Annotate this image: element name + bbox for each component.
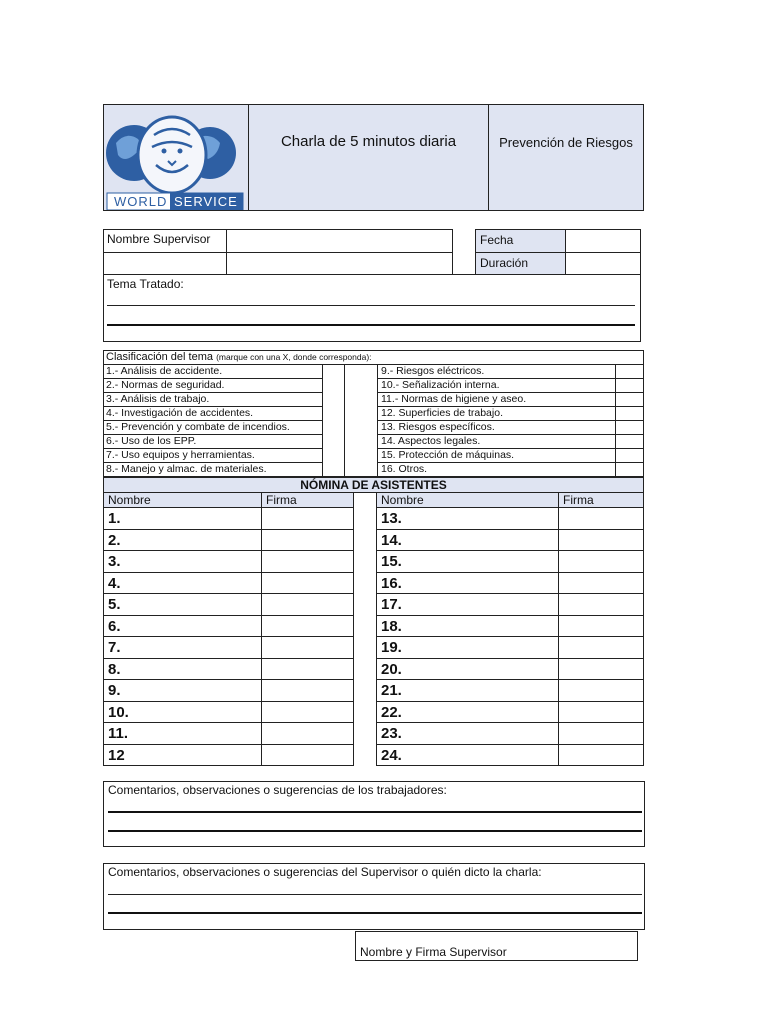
company-logo bbox=[104, 105, 249, 210]
classification-checkbox-left[interactable] bbox=[323, 421, 344, 434]
attendee-name-cell[interactable]: 8. bbox=[103, 658, 262, 680]
classification-item-right: 9.- Riesgos eléctricos. bbox=[381, 365, 485, 377]
classification-item-left: 5.- Prevención y combate de incendios. bbox=[106, 421, 290, 433]
supervisor-comments-box bbox=[103, 863, 645, 930]
date-field[interactable] bbox=[565, 229, 641, 253]
supervisor-comment-line-2[interactable] bbox=[108, 912, 642, 914]
supervisor-label: Nombre Supervisor bbox=[103, 229, 227, 253]
attendee-name-cell[interactable]: 2. bbox=[103, 529, 262, 551]
workers-comments-box bbox=[103, 781, 645, 847]
classification-checkbox-right[interactable] bbox=[616, 379, 643, 392]
supervisor-signature-box[interactable] bbox=[355, 931, 638, 961]
attendee-name-cell[interactable]: 17. bbox=[376, 593, 559, 616]
classification-title bbox=[106, 351, 372, 364]
attendee-name-cell[interactable]: 15. bbox=[376, 550, 559, 573]
classification-item-left: 6.- Uso de los EPP. bbox=[106, 435, 197, 447]
classification-checkbox-left[interactable] bbox=[323, 393, 344, 406]
attendee-signature-cell[interactable] bbox=[558, 593, 644, 616]
classification-item-right: 13. Riesgos específicos. bbox=[381, 421, 495, 433]
attendee-signature-cell[interactable] bbox=[558, 529, 644, 551]
attendee-name-cell[interactable]: 13. bbox=[376, 507, 559, 530]
name-header-left: Nombre bbox=[103, 492, 262, 508]
classification-checkbox-left[interactable] bbox=[323, 449, 344, 462]
attendee-signature-cell[interactable] bbox=[261, 550, 354, 573]
attendee-signature-cell[interactable] bbox=[558, 679, 644, 702]
classification-item-right: 16. Otros. bbox=[381, 463, 428, 475]
attendee-signature-cell[interactable] bbox=[261, 701, 354, 723]
classification-checkbox-right[interactable] bbox=[616, 463, 643, 476]
classification-item-left: 7.- Uso equipos y herramientas. bbox=[106, 449, 255, 461]
classification-item-left: 4.- Investigación de accidentes. bbox=[106, 407, 254, 419]
info-gap bbox=[453, 229, 475, 275]
attendee-name-cell[interactable]: 6. bbox=[103, 615, 262, 637]
classification-title-text: Clasificación del tema bbox=[106, 351, 213, 363]
classification-checkbox-left[interactable] bbox=[323, 463, 344, 476]
attendee-signature-cell[interactable] bbox=[558, 550, 644, 573]
classification-checkbox-right[interactable] bbox=[616, 407, 643, 420]
attendee-name-cell[interactable]: 23. bbox=[376, 722, 559, 745]
attendee-name-cell[interactable]: 12 bbox=[103, 744, 262, 766]
attendee-name-cell[interactable]: 4. bbox=[103, 572, 262, 594]
attendee-name-cell[interactable]: 16. bbox=[376, 572, 559, 594]
divider bbox=[344, 364, 345, 476]
classification-checkbox-left[interactable] bbox=[323, 435, 344, 448]
classification-item-left: 8.- Manejo y almac. de materiales. bbox=[106, 463, 267, 475]
attendee-name-cell[interactable]: 24. bbox=[376, 744, 559, 766]
classification-checkbox-right[interactable] bbox=[616, 449, 643, 462]
attendee-name-cell[interactable]: 18. bbox=[376, 615, 559, 637]
classification-item-left: 2.- Normas de seguridad. bbox=[106, 379, 225, 391]
attendee-signature-cell[interactable] bbox=[558, 572, 644, 594]
classification-item-right: 12. Superficies de trabajo. bbox=[381, 407, 503, 419]
attendee-name-cell[interactable]: 1. bbox=[103, 507, 262, 530]
attendee-signature-cell[interactable] bbox=[261, 722, 354, 745]
duration-field[interactable] bbox=[565, 252, 641, 275]
signature-label: Nombre y Firma Supervisor bbox=[360, 945, 507, 959]
workers-comments-label: Comentarios, observaciones o sugerencias de los trabajadores: bbox=[108, 783, 447, 797]
attendee-signature-cell[interactable] bbox=[558, 615, 644, 637]
attendee-signature-cell[interactable] bbox=[261, 658, 354, 680]
attendee-signature-cell[interactable] bbox=[261, 615, 354, 637]
classification-checkbox-right[interactable] bbox=[616, 365, 643, 378]
attendee-signature-cell[interactable] bbox=[261, 507, 354, 530]
date-label: Fecha bbox=[475, 229, 566, 253]
attendee-signature-cell[interactable] bbox=[261, 744, 354, 766]
attendee-name-cell[interactable]: 22. bbox=[376, 701, 559, 723]
supervisor-comments-label: Comentarios, observaciones o sugerencias del Supervisor o quién dicto la charla: bbox=[108, 865, 542, 879]
form-title: Charla de 5 minutos diaria bbox=[249, 105, 489, 210]
signature-header-left: Firma bbox=[261, 492, 354, 508]
classification-checkbox-left[interactable] bbox=[323, 407, 344, 420]
classification-box bbox=[103, 350, 644, 477]
workers-comment-line-2[interactable] bbox=[108, 830, 642, 832]
department-title: Prevención de Riesgos bbox=[499, 135, 633, 150]
workers-comment-line-1[interactable] bbox=[108, 811, 642, 813]
classification-checkbox-right[interactable] bbox=[616, 393, 643, 406]
attendee-signature-cell[interactable] bbox=[558, 701, 644, 723]
classification-item-right: 11.- Normas de higiene y aseo. bbox=[381, 393, 527, 405]
attendee-name-cell[interactable]: 9. bbox=[103, 679, 262, 702]
attendee-signature-cell[interactable] bbox=[261, 572, 354, 594]
classification-item-right: 15. Protección de máquinas. bbox=[381, 449, 515, 461]
classification-checkbox-left[interactable] bbox=[323, 379, 344, 392]
topic-line-2[interactable] bbox=[107, 324, 635, 326]
attendee-name-cell[interactable]: 14. bbox=[376, 529, 559, 551]
supervisor-field[interactable] bbox=[226, 229, 453, 253]
duration-label: Duración bbox=[475, 252, 566, 275]
supervisor-field-2[interactable] bbox=[226, 252, 453, 275]
name-header-right: Nombre bbox=[376, 492, 559, 508]
logo-text-world: WORLD bbox=[114, 194, 168, 209]
attendee-signature-cell[interactable] bbox=[558, 722, 644, 745]
attendee-name-cell[interactable]: 19. bbox=[376, 636, 559, 659]
classification-item-right: 10.- Señalización interna. bbox=[381, 379, 500, 391]
attendee-signature-cell[interactable] bbox=[261, 529, 354, 551]
attendee-name-cell[interactable]: 20. bbox=[376, 658, 559, 680]
attendee-signature-cell[interactable] bbox=[558, 744, 644, 766]
classification-item-left: 1.- Análisis de accidente. bbox=[106, 365, 223, 377]
classification-checkbox-right[interactable] bbox=[616, 435, 643, 448]
attendees-title: NÓMINA DE ASISTENTES bbox=[300, 478, 447, 492]
attendee-signature-cell[interactable] bbox=[261, 593, 354, 616]
attendee-signature-cell[interactable] bbox=[558, 507, 644, 530]
classification-checkbox-right[interactable] bbox=[616, 421, 643, 434]
classification-subtitle: (marque con una X, donde corresponda): bbox=[216, 352, 372, 362]
supervisor-comment-line-1[interactable] bbox=[108, 894, 642, 895]
attendee-name-cell[interactable]: 5. bbox=[103, 593, 262, 616]
attendee-name-cell[interactable]: 10. bbox=[103, 701, 262, 723]
attendee-name-cell[interactable]: 21. bbox=[376, 679, 559, 702]
attendee-signature-cell[interactable] bbox=[558, 636, 644, 659]
attendee-name-cell[interactable]: 7. bbox=[103, 636, 262, 659]
attendees-title-bar bbox=[103, 477, 644, 493]
topic-label: Tema Tratado: bbox=[107, 277, 184, 291]
attendee-name-cell[interactable]: 3. bbox=[103, 550, 262, 573]
attendee-name-cell[interactable]: 11. bbox=[103, 722, 262, 745]
classification-checkbox-left[interactable] bbox=[323, 365, 344, 378]
classification-item-right: 14. Aspectos legales. bbox=[381, 435, 481, 447]
attendee-signature-cell[interactable] bbox=[261, 636, 354, 659]
attendee-signature-cell[interactable] bbox=[558, 658, 644, 680]
attendee-signature-cell[interactable] bbox=[261, 679, 354, 702]
signature-header-right: Firma bbox=[558, 492, 644, 508]
form-header bbox=[103, 104, 644, 211]
topic-line-1[interactable] bbox=[107, 305, 635, 306]
classification-item-left: 3.- Análisis de trabajo. bbox=[106, 393, 210, 405]
logo-text-service: SERVICE bbox=[174, 194, 238, 209]
